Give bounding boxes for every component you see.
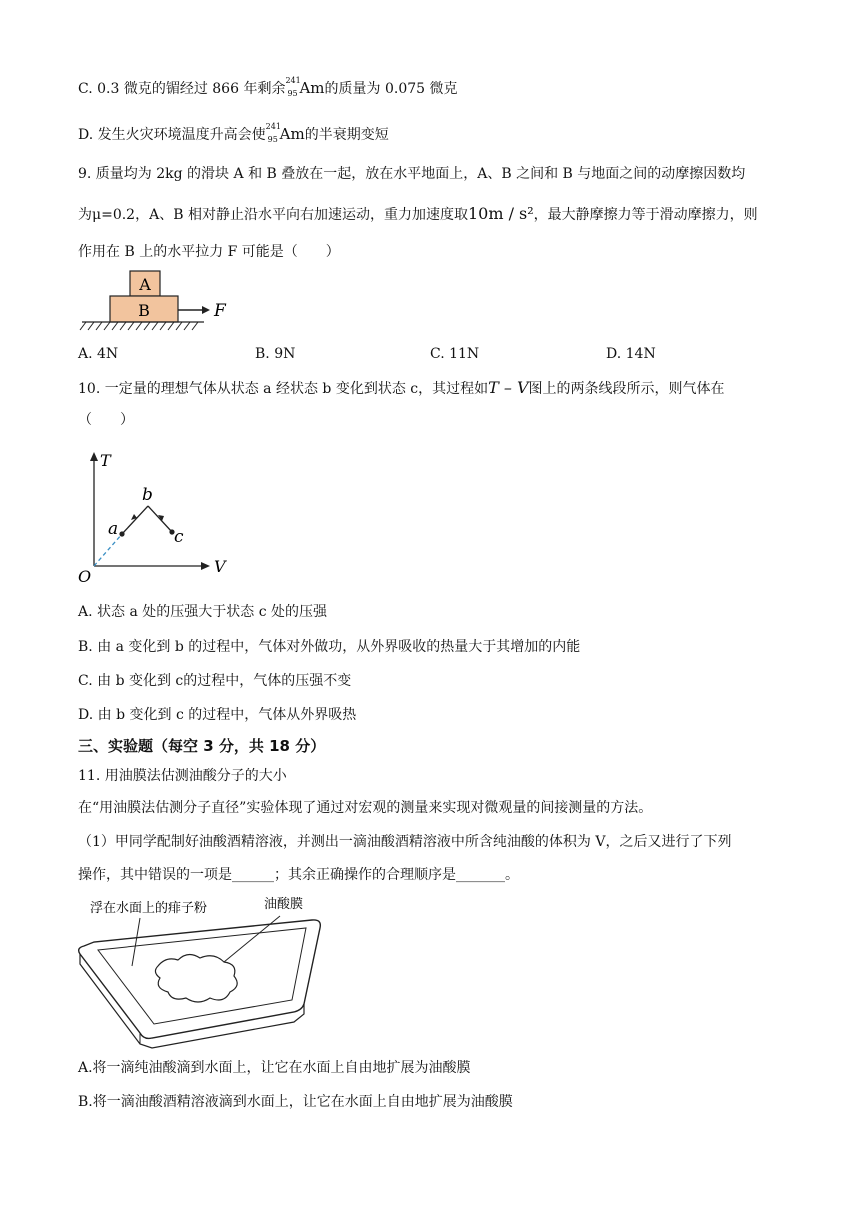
isotope-am: 241 95 (265, 122, 281, 144)
q11-option-a: A.将一滴纯油酸滴到水面上，让它在水面上自由地扩展为油酸膜 (78, 1060, 471, 1076)
q10-tv-label: T – V (488, 378, 529, 397)
q11-part1-line1: （1）甲同学配制好油酸酒精溶液，并测出一滴油酸酒精溶液中所含纯油酸的体积为 V，之后又进行了下列 (78, 834, 732, 850)
y-axis-label: T (100, 451, 111, 470)
q9-acceleration: 10m / s² (467, 204, 534, 223)
q10-option-a: A. 状态 a 处的压强大于状态 c 处的压强 (78, 604, 327, 620)
q9-stem-line2: 为μ=0.2，A、B 相对静止沿水平向右加速运动，重力加速度取10m / s²，最大静摩擦力等于滑动摩擦力，则 (78, 204, 758, 223)
q8-option-c (78, 78, 458, 99)
q11-intro: 在“用油膜法估测分子直径”实验体现了通过对宏观的测量来实现对微观量的间接测量的方法。 (78, 800, 653, 816)
q10-tv-graph (74, 448, 244, 586)
q9-option-c: C. 11N (430, 346, 480, 362)
q10-stem-line1: 10. 一定量的理想气体从状态 a 经状态 b 变化到状态 c，其过程如T – V图上的两条线段所示，则气体在 (78, 378, 725, 397)
point-a-label: a (108, 519, 119, 539)
q9-option-d: D. 14N (606, 346, 656, 362)
section-heading: 三、实验题（每空 3 分，共 18 分） (78, 737, 326, 755)
x-axis-label: V (214, 557, 226, 576)
q8-option-d-suffix: 的半衰期变短 (304, 127, 389, 143)
q9-stem-line3: 作用在 B 上的水平拉力 F 可能是（ ） (78, 244, 340, 260)
film-pointer (224, 916, 280, 962)
powder-label: 浮在水面上的痱子粉 (90, 901, 208, 916)
q8-option-d (78, 124, 389, 145)
x-axis-arrow (201, 562, 210, 570)
point-c-label: c (174, 527, 184, 547)
q11-title: 11. 用油膜法估测油酸分子的大小 (78, 768, 287, 784)
q10-option-d: D. 由 b 变化到 c 的过程中，气体从外界吸热 (78, 707, 357, 723)
point-a (119, 531, 124, 536)
q8-option-c-suffix: 的质量为 0.075 微克 (324, 81, 458, 97)
isotope-symbol: Am (279, 125, 305, 143)
film-label: 油酸膜 (264, 897, 304, 912)
segment-bc (148, 506, 172, 532)
q11-option-b: B.将一滴油酸酒精溶液滴到水面上，让它在水面上自由地扩展为油酸膜 (78, 1094, 513, 1110)
ground-hatch (80, 322, 198, 330)
q11-tray-figure (74, 892, 334, 1052)
y-axis-arrow (90, 452, 98, 461)
oil-film (155, 954, 237, 1002)
q10-option-b: B. 由 a 变化到 b 的过程中，气体对外做功，从外界吸收的热量大于其增加的内能 (78, 639, 581, 655)
segment-ab (122, 506, 148, 534)
powder-pointer (132, 918, 140, 966)
q8-option-d-prefix: D. 发生火灾环境温度升高会使 (78, 127, 266, 143)
q8-option-c-prefix: C. 0.3 微克的镅经过 866 年剩余 (78, 81, 286, 97)
q9-option-a: A. 4N (78, 346, 119, 362)
q10-option-c: C. 由 b 变化到 c的过程中，气体的压强不变 (78, 673, 352, 689)
force-label: F (214, 301, 226, 321)
q9-blocks-figure (78, 268, 248, 336)
q11-part1-line2: 操作，其中错误的一项是______；其余正确操作的合理顺序是_______。 (78, 867, 519, 883)
q9-option-b: B. 9N (255, 346, 296, 362)
point-b-label: b (142, 485, 153, 505)
isotope-symbol: Am (299, 79, 325, 97)
block-b-label: B (138, 301, 150, 320)
block-a-label: A (139, 275, 151, 294)
force-arrow-head (202, 306, 210, 314)
q9-stem-line1: 9. 质量均为 2kg 的滑块 A 和 B 叠放在一起，放在水平地面上，A、B 之间和 B 与地面之间的动摩擦因数均 (78, 166, 746, 182)
q10-stem-line2: （ ） (78, 412, 134, 428)
origin-label: O (78, 567, 92, 586)
isotope-am: 241 95 (285, 76, 301, 98)
